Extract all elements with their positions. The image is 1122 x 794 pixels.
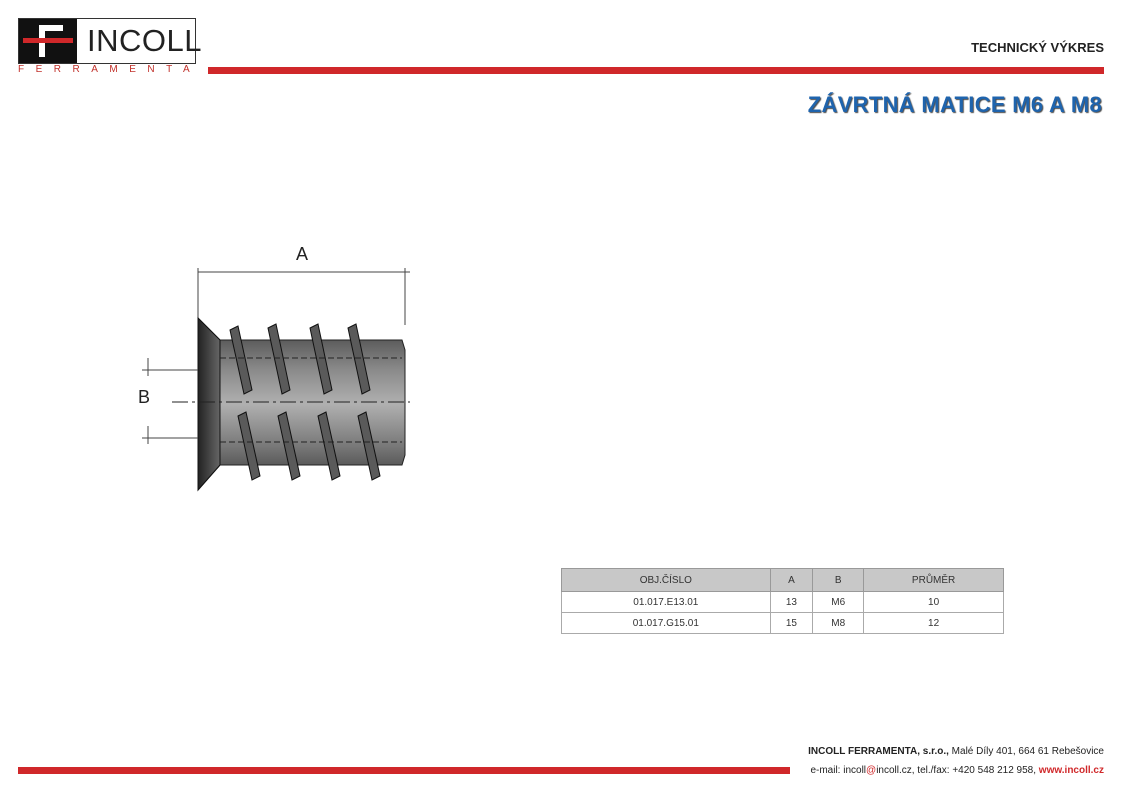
spec-table bbox=[561, 568, 1004, 634]
footer-email-at: @ bbox=[866, 765, 877, 776]
table-header-row bbox=[562, 569, 1004, 592]
cell-obj-cislo: 01.017.E13.01 bbox=[562, 592, 771, 613]
dimension-b-label: B bbox=[137, 387, 151, 407]
cell-prumer: 12 bbox=[864, 613, 1004, 634]
logo-name: INCOLL bbox=[87, 23, 202, 58]
technical-drawing bbox=[120, 230, 440, 510]
footer-address-text: Malé Díly 401, 664 61 Rebešovice bbox=[948, 746, 1104, 757]
logo-f-icon bbox=[19, 19, 77, 63]
footer-address bbox=[808, 746, 1104, 757]
cell-obj-cislo: 01.017.G15.01 bbox=[562, 613, 771, 634]
footer-company: INCOLL FERRAMENTA, s.r.o., bbox=[808, 746, 949, 757]
footer-contact bbox=[810, 765, 1104, 776]
header-prumer: PRŮMĚR bbox=[864, 569, 1004, 592]
logo-subtitle: FERRAMENTA bbox=[18, 64, 202, 75]
company-logo bbox=[18, 18, 202, 64]
document-type: TECHNICKÝ VÝKRES bbox=[971, 40, 1104, 55]
footer-email-prefix: e-mail: incoll bbox=[810, 765, 867, 776]
dimension-a-label: A bbox=[295, 244, 309, 264]
footer-email-suffix: incoll.cz, tel./fax: +420 548 212 958, bbox=[876, 765, 1039, 776]
insert-nut-drawing bbox=[120, 230, 440, 510]
header-divider bbox=[208, 67, 1104, 74]
cell-a: 15 bbox=[770, 613, 813, 634]
header-obj-cislo: OBJ.ČÍSLO bbox=[562, 569, 771, 592]
cell-prumer: 10 bbox=[864, 592, 1004, 613]
cell-b: M8 bbox=[813, 613, 864, 634]
product-title: ZÁVRTNÁ MATICE M6 A M8 bbox=[807, 92, 1102, 117]
cell-b: M6 bbox=[813, 592, 864, 613]
table-row bbox=[562, 613, 1004, 634]
cell-a: 13 bbox=[770, 592, 813, 613]
logo-mark bbox=[19, 19, 77, 63]
header-b: B bbox=[813, 569, 864, 592]
footer-divider bbox=[18, 767, 790, 774]
footer-website-link[interactable]: www.incoll.cz bbox=[1038, 765, 1104, 776]
table-row bbox=[562, 592, 1004, 613]
header-a: A bbox=[770, 569, 813, 592]
